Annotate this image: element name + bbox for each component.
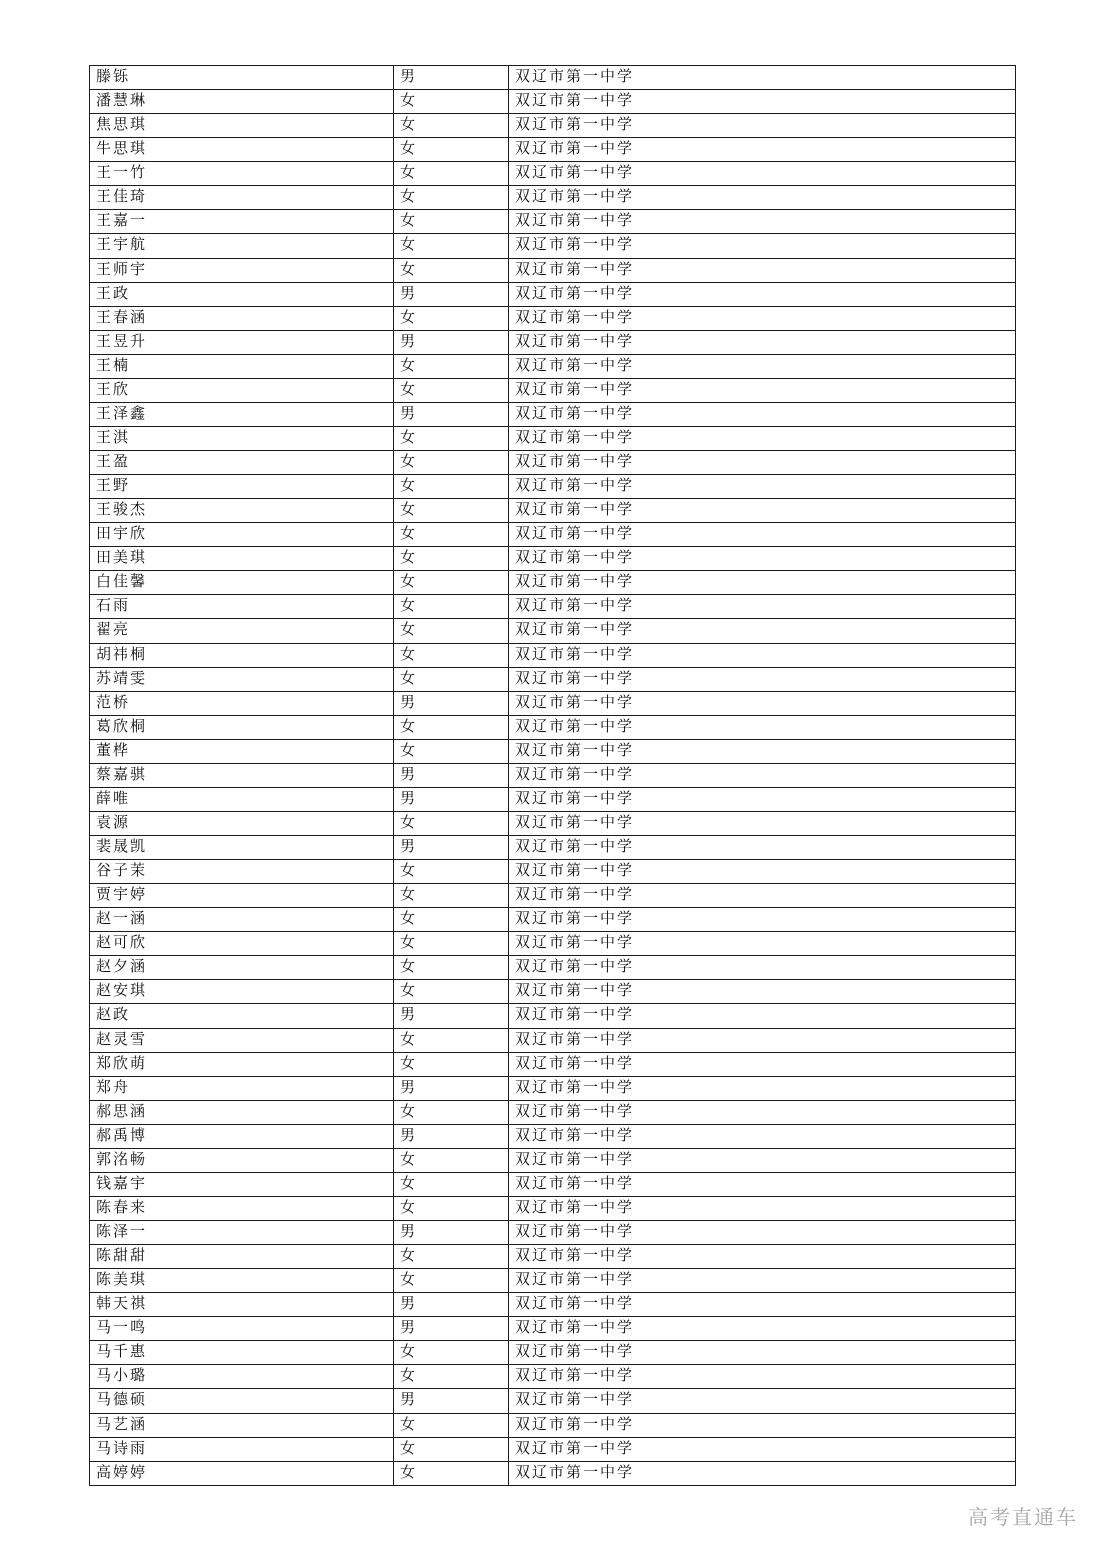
- table-row: [90, 1245, 1016, 1269]
- table-row: [90, 1100, 1016, 1124]
- gender-cell: 女: [394, 667, 509, 691]
- school-cell: 双辽市第一中学: [509, 162, 1016, 186]
- name-cell: 胡祎桐: [90, 643, 394, 667]
- school-cell: 双辽市第一中学: [509, 1317, 1016, 1341]
- gender-cell: 女: [394, 114, 509, 138]
- school-cell: 双辽市第一中学: [509, 571, 1016, 595]
- gender-cell: 女: [394, 1461, 509, 1485]
- table-row: [90, 114, 1016, 138]
- school-cell: 双辽市第一中学: [509, 1148, 1016, 1172]
- gender-cell: 男: [394, 1293, 509, 1317]
- gender-cell: 女: [394, 1100, 509, 1124]
- name-cell: 白佳馨: [90, 571, 394, 595]
- name-cell: 谷子茉: [90, 860, 394, 884]
- school-cell: 双辽市第一中学: [509, 1100, 1016, 1124]
- name-cell: 王欣: [90, 378, 394, 402]
- table-row: [90, 402, 1016, 426]
- school-cell: 双辽市第一中学: [509, 330, 1016, 354]
- name-cell: 马德硕: [90, 1389, 394, 1413]
- school-cell: 双辽市第一中学: [509, 1004, 1016, 1028]
- school-cell: 双辽市第一中学: [509, 378, 1016, 402]
- name-cell: 陈泽一: [90, 1221, 394, 1245]
- school-cell: 双辽市第一中学: [509, 1028, 1016, 1052]
- gender-cell: 女: [394, 571, 509, 595]
- gender-cell: 女: [394, 90, 509, 114]
- table-row: [90, 595, 1016, 619]
- table-row: [90, 667, 1016, 691]
- table-row: [90, 811, 1016, 835]
- name-cell: 高婷婷: [90, 1461, 394, 1485]
- name-cell: 马千惠: [90, 1341, 394, 1365]
- school-cell: 双辽市第一中学: [509, 619, 1016, 643]
- name-cell: 葛欣桐: [90, 715, 394, 739]
- school-cell: 双辽市第一中学: [509, 1221, 1016, 1245]
- school-cell: 双辽市第一中学: [509, 980, 1016, 1004]
- name-cell: 王师宇: [90, 258, 394, 282]
- school-cell: 双辽市第一中学: [509, 715, 1016, 739]
- gender-cell: 女: [394, 884, 509, 908]
- name-cell: 王盈: [90, 451, 394, 475]
- school-cell: 双辽市第一中学: [509, 523, 1016, 547]
- school-cell: 双辽市第一中学: [509, 234, 1016, 258]
- gender-cell: 女: [394, 451, 509, 475]
- gender-cell: 女: [394, 234, 509, 258]
- name-cell: 王佳琦: [90, 186, 394, 210]
- gender-cell: 女: [394, 619, 509, 643]
- table-row: [90, 619, 1016, 643]
- school-cell: 双辽市第一中学: [509, 908, 1016, 932]
- school-cell: 双辽市第一中学: [509, 1172, 1016, 1196]
- gender-cell: 男: [394, 402, 509, 426]
- gender-cell: 女: [394, 547, 509, 571]
- name-cell: 董桦: [90, 739, 394, 763]
- gender-cell: 女: [394, 860, 509, 884]
- table-row: [90, 1293, 1016, 1317]
- table-row: [90, 1196, 1016, 1220]
- table-row: [90, 451, 1016, 475]
- school-cell: 双辽市第一中学: [509, 884, 1016, 908]
- gender-cell: 女: [394, 956, 509, 980]
- name-cell: 赵政: [90, 1004, 394, 1028]
- gender-cell: 女: [394, 306, 509, 330]
- table-row: [90, 426, 1016, 450]
- gender-cell: 女: [394, 811, 509, 835]
- table-row: [90, 234, 1016, 258]
- gender-cell: 女: [394, 499, 509, 523]
- gender-cell: 男: [394, 1221, 509, 1245]
- school-cell: 双辽市第一中学: [509, 836, 1016, 860]
- school-cell: 双辽市第一中学: [509, 426, 1016, 450]
- table-row: [90, 1365, 1016, 1389]
- school-cell: 双辽市第一中学: [509, 186, 1016, 210]
- school-cell: 双辽市第一中学: [509, 210, 1016, 234]
- name-cell: 王淇: [90, 426, 394, 450]
- gender-cell: 女: [394, 523, 509, 547]
- name-cell: 陈美琪: [90, 1269, 394, 1293]
- school-cell: 双辽市第一中学: [509, 1052, 1016, 1076]
- table-row: [90, 1076, 1016, 1100]
- name-cell: 赵可欣: [90, 932, 394, 956]
- gender-cell: 男: [394, 787, 509, 811]
- name-cell: 苏靖雯: [90, 667, 394, 691]
- school-cell: 双辽市第一中学: [509, 1413, 1016, 1437]
- table-row: [90, 1052, 1016, 1076]
- name-cell: 范桥: [90, 691, 394, 715]
- gender-cell: 男: [394, 691, 509, 715]
- name-cell: 王春涵: [90, 306, 394, 330]
- school-cell: 双辽市第一中学: [509, 1389, 1016, 1413]
- school-cell: 双辽市第一中学: [509, 811, 1016, 835]
- gender-cell: 女: [394, 980, 509, 1004]
- gender-cell: 男: [394, 1004, 509, 1028]
- name-cell: 贾宇婷: [90, 884, 394, 908]
- name-cell: 郭洺畅: [90, 1148, 394, 1172]
- name-cell: 潘慧琳: [90, 90, 394, 114]
- gender-cell: 女: [394, 715, 509, 739]
- name-cell: 韩天祺: [90, 1293, 394, 1317]
- table-row: [90, 1172, 1016, 1196]
- table-row: [90, 306, 1016, 330]
- table-row: [90, 956, 1016, 980]
- table-row: [90, 739, 1016, 763]
- name-cell: 滕铄: [90, 66, 394, 90]
- table-row: [90, 210, 1016, 234]
- name-cell: 王嘉一: [90, 210, 394, 234]
- name-cell: 王骏杰: [90, 499, 394, 523]
- table-row: [90, 1221, 1016, 1245]
- gender-cell: 女: [394, 475, 509, 499]
- table-row: [90, 1461, 1016, 1485]
- name-cell: 王一竹: [90, 162, 394, 186]
- school-cell: 双辽市第一中学: [509, 499, 1016, 523]
- school-cell: 双辽市第一中学: [509, 860, 1016, 884]
- gender-cell: 女: [394, 1413, 509, 1437]
- table-row: [90, 378, 1016, 402]
- name-cell: 赵一涵: [90, 908, 394, 932]
- watermark: 高考直通车: [968, 1507, 1078, 1529]
- student-roster-table: [89, 65, 1016, 1486]
- table-row: [90, 186, 1016, 210]
- table-row: [90, 499, 1016, 523]
- table-row: [90, 1413, 1016, 1437]
- gender-cell: 女: [394, 908, 509, 932]
- name-cell: 焦思琪: [90, 114, 394, 138]
- table-row: [90, 1028, 1016, 1052]
- name-cell: 陈春来: [90, 1196, 394, 1220]
- name-cell: 王政: [90, 282, 394, 306]
- table-row: [90, 860, 1016, 884]
- school-cell: 双辽市第一中学: [509, 90, 1016, 114]
- table-row: [90, 908, 1016, 932]
- school-cell: 双辽市第一中学: [509, 547, 1016, 571]
- school-cell: 双辽市第一中学: [509, 114, 1016, 138]
- name-cell: 王楠: [90, 354, 394, 378]
- name-cell: 郝思涵: [90, 1100, 394, 1124]
- gender-cell: 女: [394, 378, 509, 402]
- gender-cell: 女: [394, 162, 509, 186]
- roster-body: [90, 66, 1016, 1486]
- gender-cell: 男: [394, 1124, 509, 1148]
- school-cell: 双辽市第一中学: [509, 306, 1016, 330]
- table-row: [90, 932, 1016, 956]
- school-cell: 双辽市第一中学: [509, 282, 1016, 306]
- gender-cell: 女: [394, 186, 509, 210]
- gender-cell: 男: [394, 836, 509, 860]
- table-row: [90, 836, 1016, 860]
- name-cell: 赵安琪: [90, 980, 394, 1004]
- school-cell: 双辽市第一中学: [509, 643, 1016, 667]
- name-cell: 袁源: [90, 811, 394, 835]
- table-row: [90, 1437, 1016, 1461]
- name-cell: 田美琪: [90, 547, 394, 571]
- name-cell: 马小璐: [90, 1365, 394, 1389]
- school-cell: 双辽市第一中学: [509, 1437, 1016, 1461]
- table-row: [90, 547, 1016, 571]
- school-cell: 双辽市第一中学: [509, 451, 1016, 475]
- gender-cell: 女: [394, 138, 509, 162]
- table-row: [90, 1124, 1016, 1148]
- school-cell: 双辽市第一中学: [509, 1076, 1016, 1100]
- table-row: [90, 643, 1016, 667]
- gender-cell: 女: [394, 595, 509, 619]
- school-cell: 双辽市第一中学: [509, 1461, 1016, 1485]
- school-cell: 双辽市第一中学: [509, 138, 1016, 162]
- gender-cell: 女: [394, 643, 509, 667]
- school-cell: 双辽市第一中学: [509, 932, 1016, 956]
- gender-cell: 女: [394, 1269, 509, 1293]
- table-row: [90, 1389, 1016, 1413]
- table-row: [90, 787, 1016, 811]
- gender-cell: 男: [394, 282, 509, 306]
- school-cell: 双辽市第一中学: [509, 1365, 1016, 1389]
- school-cell: 双辽市第一中学: [509, 1293, 1016, 1317]
- name-cell: 王宇航: [90, 234, 394, 258]
- gender-cell: 女: [394, 210, 509, 234]
- table-row: [90, 1317, 1016, 1341]
- table-row: [90, 330, 1016, 354]
- gender-cell: 女: [394, 1148, 509, 1172]
- name-cell: 翟亮: [90, 619, 394, 643]
- gender-cell: 女: [394, 258, 509, 282]
- name-cell: 王野: [90, 475, 394, 499]
- name-cell: 赵夕涵: [90, 956, 394, 980]
- name-cell: 薛唯: [90, 787, 394, 811]
- table-row: [90, 763, 1016, 787]
- table-row: [90, 258, 1016, 282]
- gender-cell: 男: [394, 1317, 509, 1341]
- gender-cell: 女: [394, 739, 509, 763]
- school-cell: 双辽市第一中学: [509, 667, 1016, 691]
- school-cell: 双辽市第一中学: [509, 1124, 1016, 1148]
- table-row: [90, 138, 1016, 162]
- school-cell: 双辽市第一中学: [509, 1196, 1016, 1220]
- table-row: [90, 282, 1016, 306]
- gender-cell: 男: [394, 1389, 509, 1413]
- gender-cell: 男: [394, 1076, 509, 1100]
- table-row: [90, 90, 1016, 114]
- name-cell: 王昱升: [90, 330, 394, 354]
- name-cell: 郝禹博: [90, 1124, 394, 1148]
- gender-cell: 女: [394, 1172, 509, 1196]
- name-cell: 王泽鑫: [90, 402, 394, 426]
- school-cell: 双辽市第一中学: [509, 595, 1016, 619]
- table-row: [90, 354, 1016, 378]
- school-cell: 双辽市第一中学: [509, 691, 1016, 715]
- gender-cell: 女: [394, 1196, 509, 1220]
- gender-cell: 女: [394, 1341, 509, 1365]
- gender-cell: 女: [394, 1028, 509, 1052]
- gender-cell: 男: [394, 330, 509, 354]
- school-cell: 双辽市第一中学: [509, 739, 1016, 763]
- table-row: [90, 1004, 1016, 1028]
- school-cell: 双辽市第一中学: [509, 1245, 1016, 1269]
- name-cell: 赵灵雪: [90, 1028, 394, 1052]
- school-cell: 双辽市第一中学: [509, 475, 1016, 499]
- school-cell: 双辽市第一中学: [509, 354, 1016, 378]
- name-cell: 蔡嘉骐: [90, 763, 394, 787]
- name-cell: 马艺涵: [90, 1413, 394, 1437]
- table-row: [90, 691, 1016, 715]
- name-cell: 陈甜甜: [90, 1245, 394, 1269]
- table-row: [90, 1341, 1016, 1365]
- name-cell: 石雨: [90, 595, 394, 619]
- gender-cell: 女: [394, 932, 509, 956]
- name-cell: 钱嘉宇: [90, 1172, 394, 1196]
- school-cell: 双辽市第一中学: [509, 258, 1016, 282]
- gender-cell: 女: [394, 1437, 509, 1461]
- gender-cell: 男: [394, 66, 509, 90]
- table-row: [90, 571, 1016, 595]
- school-cell: 双辽市第一中学: [509, 1269, 1016, 1293]
- table-row: [90, 523, 1016, 547]
- table-row: [90, 1269, 1016, 1293]
- name-cell: 田宇欣: [90, 523, 394, 547]
- table-row: [90, 66, 1016, 90]
- school-cell: 双辽市第一中学: [509, 402, 1016, 426]
- table-row: [90, 884, 1016, 908]
- table-row: [90, 162, 1016, 186]
- school-cell: 双辽市第一中学: [509, 66, 1016, 90]
- gender-cell: 女: [394, 426, 509, 450]
- gender-cell: 女: [394, 1365, 509, 1389]
- table-row: [90, 1148, 1016, 1172]
- table-row: [90, 715, 1016, 739]
- gender-cell: 女: [394, 354, 509, 378]
- name-cell: 裴晟凯: [90, 836, 394, 860]
- school-cell: 双辽市第一中学: [509, 1341, 1016, 1365]
- gender-cell: 女: [394, 1052, 509, 1076]
- name-cell: 郑舟: [90, 1076, 394, 1100]
- table-row: [90, 475, 1016, 499]
- name-cell: 马一鸣: [90, 1317, 394, 1341]
- school-cell: 双辽市第一中学: [509, 763, 1016, 787]
- name-cell: 郑欣萌: [90, 1052, 394, 1076]
- table-row: [90, 980, 1016, 1004]
- name-cell: 马诗雨: [90, 1437, 394, 1461]
- school-cell: 双辽市第一中学: [509, 787, 1016, 811]
- gender-cell: 女: [394, 1245, 509, 1269]
- name-cell: 牛思琪: [90, 138, 394, 162]
- school-cell: 双辽市第一中学: [509, 956, 1016, 980]
- gender-cell: 男: [394, 763, 509, 787]
